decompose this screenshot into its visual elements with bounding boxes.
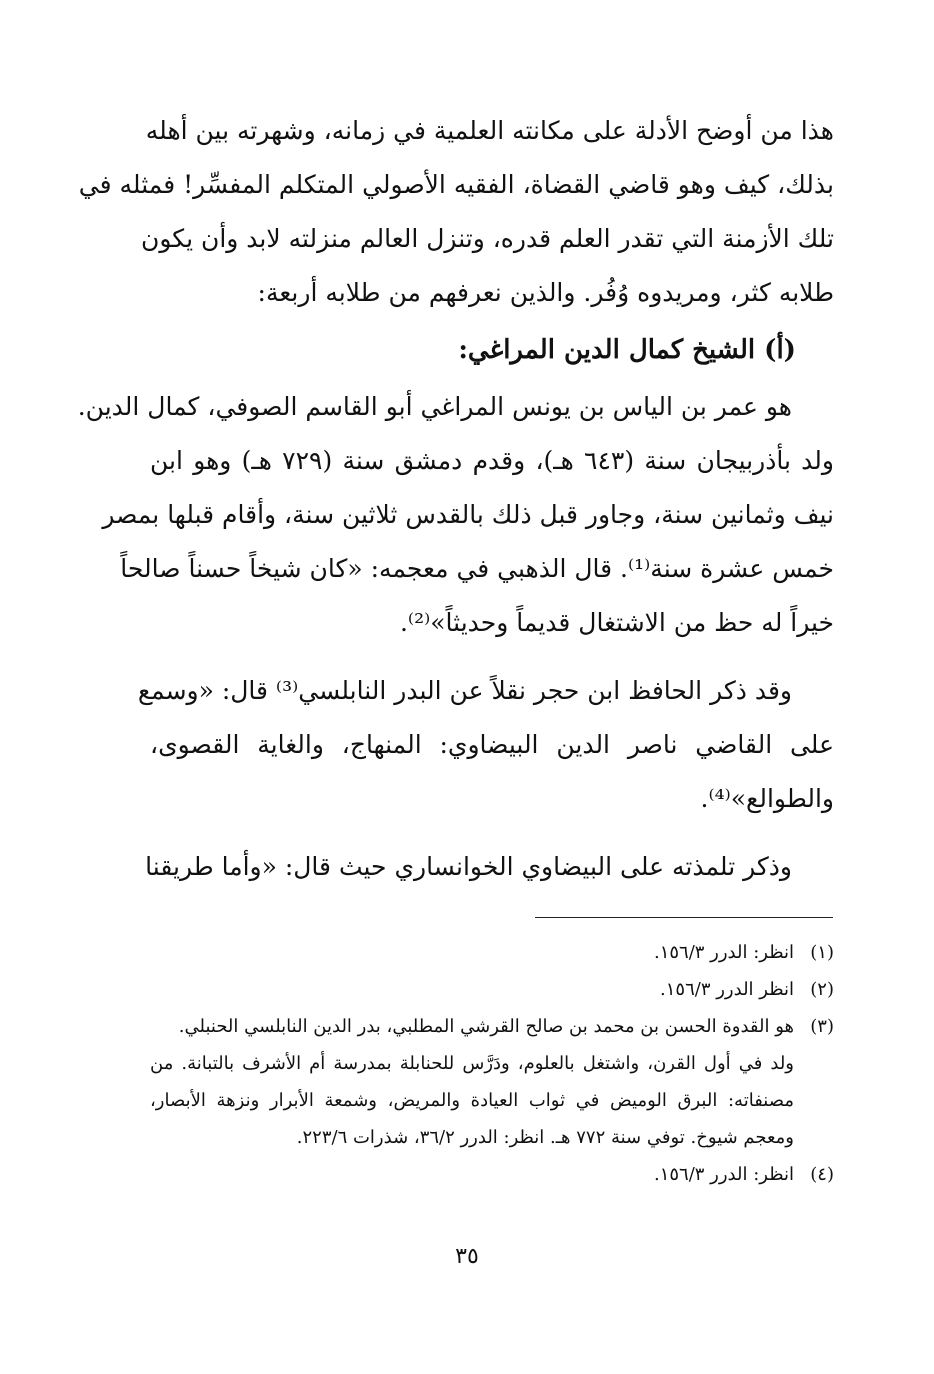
paragraph-1 — [78, 104, 834, 320]
text-line: بذلك، كيف وهو قاضي القضاة، الفقيه الأصولي المتكلم المفسِّر! فمثله في — [78, 170, 834, 199]
footnote-number: (١) — [810, 942, 834, 963]
text-line: طلابه كثر، ومريدوه وُفُر. والذين نعرفهم من طلابه أربعة: — [257, 278, 834, 307]
footnote-text: مصنفاته: البرق الوميض في ثواب العيادة والمريض، وشمعة الأبرار ونزهة الأبصار، — [150, 1090, 794, 1111]
text-line: نيف وثمانين سنة، وجاور قبل ذلك بالقدس ثلاثين سنة، وأقام قبلها بمصر — [102, 500, 834, 529]
text-line: خيراً له حظ من الاشتغال قديماً وحديثاً»⁽²⁾. — [399, 608, 834, 637]
text-line: هو عمر بن الياس بن يونس المراغي أبو القاسم الصوفي، كمال الدين. — [77, 392, 792, 421]
footnote-4 — [150, 1156, 834, 1193]
paragraph-3 — [137, 664, 834, 826]
footnote-1 — [150, 934, 834, 971]
footnote-text: انظر: الدرر ١٥٦/٣. — [653, 1164, 794, 1185]
footnote-number: (٤) — [810, 1164, 834, 1185]
paragraph-gap — [150, 650, 834, 664]
text-line: خمس عشرة سنة⁽¹⁾. قال الذهبي في معجمه: «كان شيخاً حسناً صالحاً — [120, 554, 834, 583]
footnote-text: ومعجم شيوخ. توفي سنة ٧٧٢ هـ. انظر: الدرر ٣٦/٢، شذرات ٢٢٣/٦. — [296, 1127, 794, 1148]
section-heading: (أ) الشيخ كمال الدين المراغي: — [458, 335, 796, 365]
text-line: هذا من أوضح الأدلة على مكانته العلمية في زمانه، وشهرته بين أهله — [145, 116, 834, 145]
paragraph-gap — [150, 826, 834, 840]
text-line: ولد بأذربيجان سنة (٦٤٣ هـ)، وقدم دمشق سنة (٧٢٩ هـ) وهو ابن — [150, 446, 834, 475]
text-line: وذكر تلمذته على البيضاوي الخوانساري حيث قال: «وأما طريقنا — [145, 852, 792, 881]
footnote-separator — [535, 917, 833, 918]
footnote-number: (٢) — [810, 979, 834, 1000]
page-number: ٣٥ — [455, 1244, 479, 1269]
footnote-text: هو القدوة الحسن بن محمد بن صالح القرشي المطلبي، بدر الدين النابلسي الحنبلي. — [178, 1016, 794, 1037]
text-line: على القاضي ناصر الدين البيضاوي: المنهاج، والغاية القصوى، — [150, 730, 834, 759]
footnote-2 — [150, 971, 834, 1008]
footnote-text: انظر الدرر ١٥٦/٣. — [660, 979, 794, 1000]
text-line: وقد ذكر الحافظ ابن حجر نقلاً عن البدر النابلسي⁽³⁾ قال: «وسمع — [137, 676, 792, 705]
footnotes — [150, 934, 834, 1193]
footnote-3 — [150, 1008, 834, 1156]
text-line: والطوالع»⁽⁴⁾. — [700, 784, 834, 813]
footnote-number: (٣) — [810, 1016, 834, 1037]
paragraph-2 — [77, 380, 834, 650]
footnote-text: انظر: الدرر ١٥٦/٣. — [653, 942, 794, 963]
text-line: تلك الأزمنة التي تقدر العلم قدره، وتنزل العالم منزلته لابد وأن يكون — [140, 224, 834, 253]
paragraph-4 — [145, 840, 834, 894]
main-text — [77, 104, 834, 894]
footnote-text: ولد في أول القرن، واشتغل بالعلوم، ودَرَّس للحنابلة بمدرسة أم الأشرف بالتبانة. من — [150, 1053, 794, 1074]
